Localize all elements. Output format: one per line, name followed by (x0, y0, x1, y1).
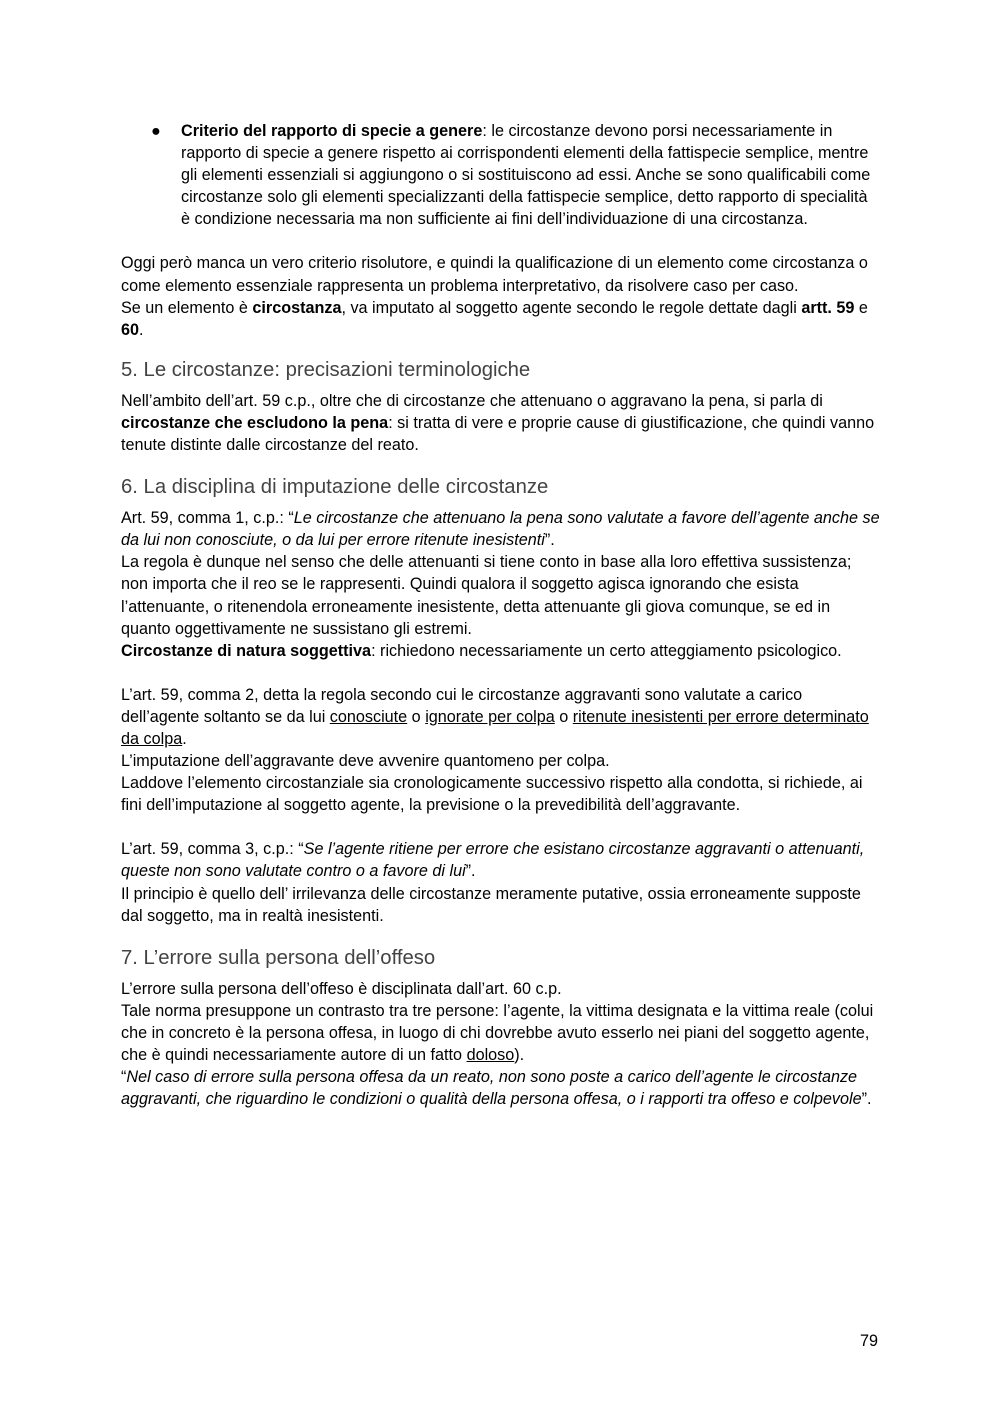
comma2-paragraph: L’art. 59, comma 2, detta la regola secondo cui le circostanze aggravanti sono valutate a carico dell’agente soltanto se da lui conosciute o ignorate per colpa o ritenute inesistenti per errore determinato da colpa. (121, 685, 869, 748)
section-heading: 5. Le circostanze: precisazioni terminologiche (121, 358, 531, 381)
intro-paragraph: Oggi però manca un vero criterio risolutore, e quindi la qualificazione di un elemento come circostanza o come elemento essenziale rappresenta un problema interpretativo, da risolvere caso per caso. (121, 254, 868, 295)
section-heading: 7. L’errore sulla persona dell’offeso (121, 946, 436, 969)
intro-paragraph-2: Se un elemento è circostanza, va imputato al soggetto agente secondo le regole dettate dagli artt. 59 e 60. (121, 298, 868, 339)
principle-paragraph: Il principio è quello dell’ irrilevanza delle circostanze meramente putative, ossia erroneamente supposte dal soggetto, ma in realtà inesistenti. (121, 884, 861, 925)
subjective-paragraph: Circostanze di natura soggettiva: richiedono necessariamente un certo atteggiamento psicologico. (121, 641, 842, 660)
bullet-text: : le circostanze devono porsi necessariamente in rapporto di specie a genere rispetto ai corrispondenti elementi della fattispecie semplice, mentre gli elementi essenziali si aggiungono o si sostituiscono ad essi. Anche se sono qualificabili come circostanze solo gli elementi specializzanti della fattispecie semplice, detto rapporto di specialità è condizione necessaria ma non sufficiente ai fini dell’individuazione di una circostanza. (181, 122, 871, 229)
bullet-marker: ● (151, 122, 161, 140)
section-heading: 6. La disciplina di imputazione delle circostanze (121, 476, 549, 499)
section7-paragraph: L’errore sulla persona dell’offeso è disciplinata dall’art. 60 c.p. (121, 979, 562, 998)
comma1-paragraph: Art. 59, comma 1, c.p.: “Le circostanze che attenuano la pena sono valutate a favore dell’agente anche se da lui non conosciute, o da lui per errore ritenute inesistenti”. (121, 509, 880, 550)
section7-quote: “Nel caso di errore sulla persona offesa da un reato, non sono poste a carico dell’agente le circostanze aggravanti, che riguardino le condizioni o qualità della persona offesa, o i rapporti tra offeso e colpevole”. (121, 1068, 872, 1109)
rule-paragraph: La regola è dunque nel senso che delle attenuanti si tiene conto in base alla loro effettiva sussistenza; non importa che il reo se le rappresenti. Quindi qualora il soggetto agisca ignorando che esista l’attenuante, o ritenendola erroneamente inesistente, detta attenuante gli giova comunque, se ed in quanto oggettivamente ne sussistano gli estremi. (121, 553, 852, 638)
section7-paragraph-2: Tale norma presuppone un contrasto tra tre persone: l’agente, la vittima designata e la vittima reale (colui che in concreto è la persona offesa, in luogo di chi dovrebbe avuto esserlo nei piani del soggetto agente, che è quindi necessariamente autore di un fatto doloso). (121, 1001, 874, 1064)
page-number: 79 (859, 1332, 878, 1350)
list-item (121, 120, 881, 230)
aggravating-paragraph: L’imputazione dell’aggravante deve avvenire quantomeno per colpa. (121, 752, 610, 771)
section5-paragraph: Nell’ambito dell’art. 59 c.p., oltre che di circostanze che attenuano o aggravano la pena, si parla di circostanze che escludono la pena: si tratta di vere e proprie cause di giustificazione, che quindi vanno tenute distinte dalle circostanze del reato. (121, 391, 875, 455)
comma3-paragraph: L’art. 59, comma 3, c.p.: “Se l’agente ritiene per errore che esistano circostanze aggravanti o attenuanti, queste non sono valutate contro o a favore di lui”. (121, 840, 865, 881)
document-body (121, 120, 881, 1110)
bullet-term: Criterio del rapporto di specie a genere (181, 122, 483, 140)
later-element-paragraph: Laddove l’elemento circostanziale sia cronologicamente successivo rispetto alla condotta, si richiede, ai fini dell’imputazione al soggetto agente, la previsione o la prevedibilità dell’aggravante. (121, 774, 863, 815)
